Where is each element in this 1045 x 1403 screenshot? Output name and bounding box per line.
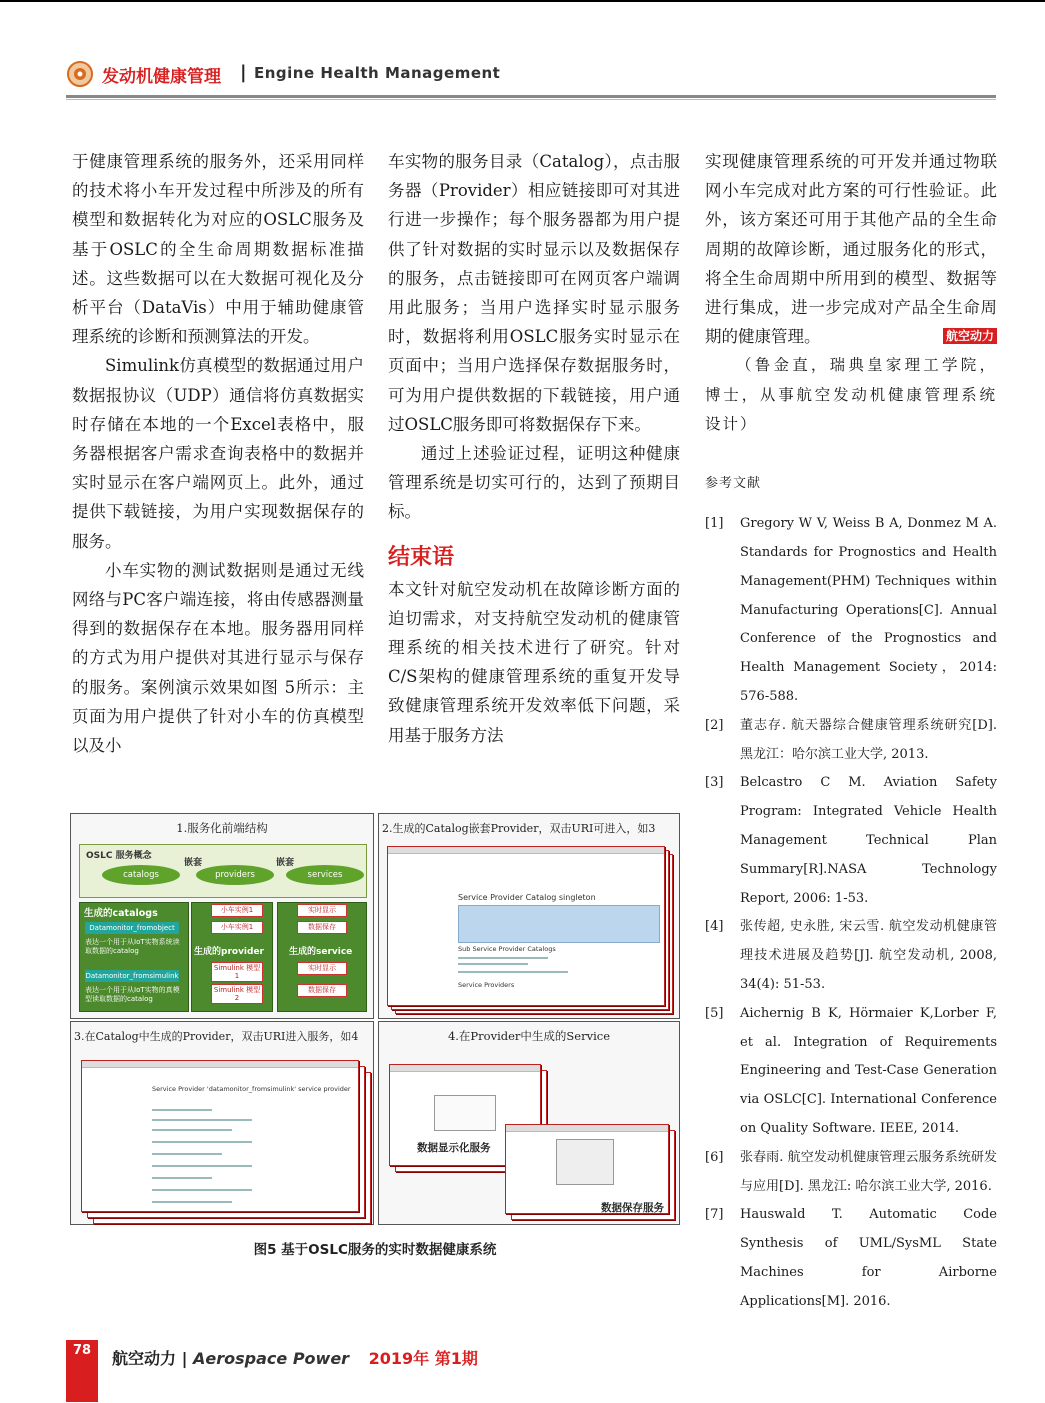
provider-heading: Service Provider 'datamonitor_fromsimulink' service provider xyxy=(152,1085,351,1093)
header-rule xyxy=(66,95,996,98)
journal-footer xyxy=(112,1346,478,1369)
column-3 xyxy=(705,147,997,1317)
reference-item: [4] 张传超, 史永胜, 宋云雪. 航空发动机健康管理技术进展及趋势[J]. 航空发动机, 2008, 34(4): 51-53. xyxy=(705,919,997,992)
journal-name: 航空动力 xyxy=(112,1349,177,1368)
figure-panel-3 xyxy=(70,1021,374,1225)
page-number-box xyxy=(66,1340,98,1402)
page-number: 78 xyxy=(72,1343,92,1358)
journal-end-logo: 航空动力 xyxy=(943,328,997,344)
reference-item: [6] 张春雨. 航空发动机健康管理云服务系统研发与应用[D]. 黑龙江: 哈尔滨工业大学, 2016. xyxy=(705,1149,997,1194)
column-2 xyxy=(388,147,680,750)
provider-car-2: 小车实例1 xyxy=(211,921,263,934)
header-rule-thin xyxy=(66,99,996,100)
provider-screenshot xyxy=(81,1060,359,1212)
paragraph: 通过上述验证过程，证明这种健康管理系统是切实可行的，达到了预期目标。 xyxy=(388,444,680,522)
sub-catalogs-heading: Sub Service Provider Catalogs xyxy=(458,945,556,953)
reference-item: [3] Belcastro C M. Aviation Safety Program: Integrated Vehicle Health Management Technical Plan Summary[R].NASA Technology Report, 2006: 1-53. xyxy=(705,775,997,906)
reference-list xyxy=(705,510,997,1316)
paragraph: Simulink仿真模型的数据通过用户数据报协议（UDP）通信将仿真数据实时存储在本地的一个Excel表格中，服务器根据客户需求查询表格中的数据并实时显示在客户端网页上。此外，通过提供下载链接，为用户实现数据保存的服务。 xyxy=(72,356,364,551)
footer-separator: | xyxy=(181,1349,188,1368)
engine-logo-icon xyxy=(66,60,94,88)
section-heading: 结束语 xyxy=(388,544,455,570)
reference-item: [2] 董志存. 航天器综合健康管理系统研究[D]. 黑龙江：哈尔滨工业大学, 2013. xyxy=(705,717,997,762)
header-title-en: Engine Health Management xyxy=(254,64,501,82)
provider-title: 生成的provider xyxy=(194,947,265,957)
oslc-label: OSLC 服务概念 xyxy=(86,851,152,861)
catalogs-node: catalogs xyxy=(102,865,180,885)
reference-item: [1] Gregory W V, Weiss B A, Donmez M A. Standards for Prognostics and Health Management(PHM) Techniques within Manufacturing Operations[C]. Annual Conference of the Prognostics and Health Management Society，2014: 576-588. xyxy=(705,516,997,705)
service-realtime-1: 实时显示 xyxy=(297,904,347,917)
references-heading: 参考文献 xyxy=(705,476,762,492)
column-1 xyxy=(72,147,364,760)
provider-sim-2: Simulink 模型2 xyxy=(211,984,263,1004)
providers-node: providers xyxy=(196,865,274,885)
service-realtime-2: 实时显示 xyxy=(297,962,347,975)
oslc-concept-box xyxy=(79,844,367,898)
service-title: 生成的service xyxy=(289,947,353,957)
figure-panel-1 xyxy=(70,813,374,1019)
header-title-cn: 发动机健康管理 xyxy=(102,67,221,87)
catalog-note: 表达一个用于从IoT实物系统读取数据的catalog xyxy=(85,938,180,955)
figure-5 xyxy=(70,813,680,1225)
nest-label: 嵌套 xyxy=(184,858,203,868)
figure-caption: 图5 基于OSLC服务的实时数据健康系统 xyxy=(253,1242,497,1258)
journal-name-en: Aerospace Power xyxy=(193,1349,350,1368)
providers-heading: Service Providers xyxy=(458,981,515,989)
reference-item: [5] Aichernig B K, Hörmaier K,Lorber F, et al. Integration of Requirements Engineering and Test-Case Generation via OSLC[C]. International Conference on Quality Software. IEEE, 2014. xyxy=(705,1005,997,1136)
reference-item: [7] Hauswald T. Automatic Code Synthesis of UML/SysML State Machines for Airborne Applications[M]. 2016. xyxy=(705,1207,997,1309)
page-footer xyxy=(66,1345,526,1371)
paragraph: 小车实物的测试数据则是通过无线网络与PC客户端连接，将由传感器测量得到的数据保存在本地。服务器用同样的方式为用户提供对其进行显示与保存的服务。案例演示效果如图 5所示：主页面为用户提供了针对小车的仿真模型以及小 xyxy=(72,560,364,756)
catalog-note: 表达一个用于从IoT实物的真模型读取数据的catalog xyxy=(85,986,180,1003)
catalog-object-item: Datamonitor_fromobject xyxy=(85,922,179,934)
services-node: services xyxy=(286,865,364,885)
catalog-screenshot xyxy=(387,846,665,1006)
running-header xyxy=(66,58,996,92)
panel-title: 3.在Catalog中生成的Provider，双击URI进入服务，如4 xyxy=(74,1030,359,1043)
header-separator: | xyxy=(240,62,247,83)
figure-panel-2 xyxy=(378,813,680,1019)
paragraph-text: 实现健康管理系统的可开发并通过物联网小车完成对此方案的可行性验证。此外，该方案还可用于其他产品的全生命周期的故障诊断，通过服务化的形式，将全生命周期中所用到的模型、数据等进行集成，进一步完成对产品全生命周期的健康管理。 xyxy=(705,152,997,347)
download-dialog xyxy=(556,1139,614,1185)
service-save-1: 数据保存 xyxy=(297,921,347,934)
figure-panel-4 xyxy=(378,1021,680,1225)
author-note: （鲁金直，瑞典皇家理工学院，博士，从事航空发动机健康管理系统设计） xyxy=(705,356,997,433)
paragraph: 于健康管理系统的服务外，还采用同样的技术将小车开发过程中所涉及的所有模型和数据转化为对应的OSLC服务及基于OSLC的全生命周期数据标准描述。这些数据可以在大数据可视化及分析平台（DataVis）中用于辅助健康管理系统的诊断和预测算法的开发。 xyxy=(72,152,364,347)
display-service-label: 数据显示化服务 xyxy=(417,1142,491,1154)
paragraph: 本文针对航空发动机在故障诊断方面的迫切需求，对支持航空发动机的健康管理系统的相关技术进行了研究。针对C/S架构的健康管理系统的重复开发导致健康管理系统开发效率低下问题，采用基于服务方法 xyxy=(388,579,680,745)
panel-title: 2.生成的Catalog嵌套Provider，双击URI可进入，如3 xyxy=(382,822,656,835)
paragraph xyxy=(705,147,997,351)
catalog-heading: Service Provider Catalog singleton xyxy=(458,893,596,902)
save-service-label: 数据保存服务 xyxy=(601,1202,664,1214)
chart-thumbnail xyxy=(434,1095,496,1131)
catalog-simulink-item: Datamonitor_fromsimulink xyxy=(85,972,179,980)
panel-title: 4.在Provider中生成的Service xyxy=(447,1029,611,1043)
panel-title: 1.服务化前端结构 xyxy=(176,821,268,835)
nest-label: 嵌套 xyxy=(276,858,295,868)
paragraph: 车实物的服务目录（Catalog），点击服务器（Provider）相应链接即可对其进行进一步操作；每个服务器都为用户提供了针对数据的实时显示以及数据保存的服务，点击链接即可在网页客户端调用此服务；当用户选择实时显示服务时，数据将利用OSLC服务实时显示在页面中；当用户选择保存数据服务时，可为用户提供数据的下载链接，用户通过OSLC服务即可将数据保存下来。 xyxy=(388,152,680,434)
catalogs-box-title: 生成的catalogs xyxy=(84,908,158,919)
provider-sim-1: Simulink 模型1 xyxy=(211,962,263,982)
top-border xyxy=(0,0,1045,2)
issue-label: 2019年 第1期 xyxy=(368,1349,478,1368)
service-save-2: 数据保存 xyxy=(297,984,347,997)
catalog-highlight xyxy=(458,905,660,943)
provider-car-1: 小车实例1 xyxy=(211,904,263,917)
